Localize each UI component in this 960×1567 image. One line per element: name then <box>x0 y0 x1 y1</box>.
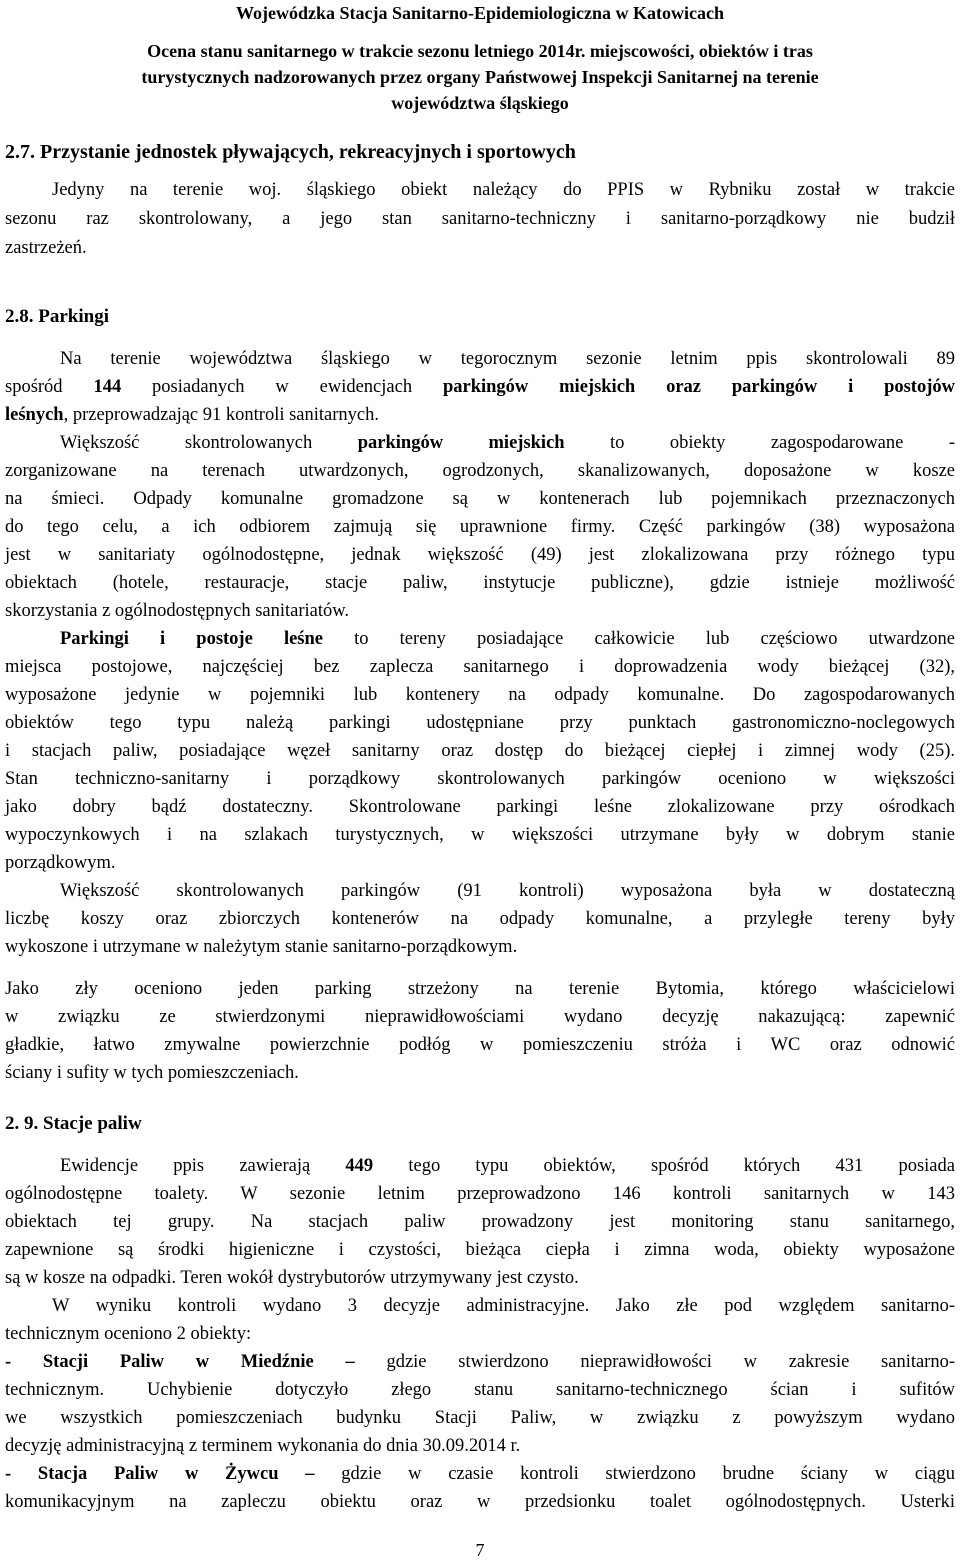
paragraph-line: we wszystkich pomieszczeniach budynku Stacji Paliw, w związku z powyższym wydano <box>5 1408 955 1428</box>
section-2-7-heading: 2.7. Przystanie jednostek pływających, rekreacyjnych i sportowych <box>5 141 576 163</box>
paragraph-line: - Stacji Paliw w Miedźnie – gdzie stwierdzono nieprawidłowości w zakresie sanitarno- <box>5 1352 955 1372</box>
paragraph-line: leśnych, przeprowadzając 91 kontroli sanitarnych. <box>5 405 379 425</box>
paragraph-line: W wyniku kontroli wydano 3 decyzje administracyjne. Jako złe pod względem sanitarno- <box>52 1296 955 1316</box>
paragraph-line: i stacjach paliw, posiadające węzeł sanitarny oraz dostęp do bieżącej ciepłej i zimnej wody (25). <box>5 741 955 761</box>
paragraph-line: na śmieci. Odpady komunalne gromadzone są w kontenerach lub pojemnikach przeznaczonych <box>5 489 955 509</box>
paragraph-line: Większość skontrolowanych parkingów (91 kontroli) wyposażona była w dostateczną <box>60 881 955 901</box>
paragraph-line: są w kosze na odpadki. Teren wokół dystrybutorów utrzymywany jest czysto. <box>5 1268 579 1288</box>
paragraph-line: jako dobry bądź dostateczny. Skontrolowane parkingi leśne zlokalizowane przy ośrodkach <box>5 797 955 817</box>
paragraph-line: miejsca postojowe, najczęściej bez zaplecza sanitarnego i doprowadzenia wody bieżącej (32), <box>5 657 955 677</box>
paragraph-line: do tego celu, a ich odbiorem zajmują się uprawnione firmy. Część parkingów (38) wyposażona <box>5 517 955 537</box>
header-title-line3: województwa śląskiego <box>391 93 569 113</box>
paragraph-line: zorganizowane na terenach utwardzonych, ogrodzonych, skanalizowanych, doposażone w kosze <box>5 461 955 481</box>
paragraph-line: obiektów tego typu należą parkingi udostępniane przy punktach gastronomiczno-noclegowych <box>5 713 955 733</box>
paragraph-line: ogólnodostępne toalety. W sezonie letnim przeprowadzono 146 kontroli sanitarnych w 143 <box>5 1184 955 1204</box>
paragraph-line: porządkowym. <box>5 853 116 873</box>
paragraph-line: decyzję administracyjną z terminem wykonania do dnia 30.09.2014 r. <box>5 1436 521 1456</box>
paragraph-line: w związku ze stwierdzonymi nieprawidłowościami wydano decyzję nakazującą: zapewnić <box>5 1007 955 1027</box>
paragraph-line: obiektach (hotele, restauracje, stacje paliw, instytucje publiczne), gdzie istnieje możliwość <box>5 573 955 593</box>
paragraph-line: komunikacyjnym na zapleczu obiektu oraz w przedsionku toalet ogólnodostępnych. Usterki <box>5 1492 955 1512</box>
header-title-line2: turystycznych nadzorowanych przez organy Państwowej Inspekcji Sanitarnej na terenie <box>141 67 819 87</box>
paragraph-line: liczbę koszy oraz zbiorczych kontenerów na odpady komunalne, a przyległe tereny były <box>5 909 955 929</box>
paragraph-line: spośród 144 posiadanych w ewidencjach parkingów miejskich oraz parkingów i postojów <box>5 377 955 397</box>
paragraph-line: wyposażone jedynie w pojemniki lub kontenery na odpady komunalne. Do zagospodarowanych <box>5 685 955 705</box>
page-number: 7 <box>475 1540 485 1560</box>
header-institution: Wojewódzka Stacja Sanitarno-Epidemiologiczna w Katowicach <box>236 3 724 23</box>
paragraph-line: wykoszone i utrzymane w należytym stanie sanitarno-porządkowym. <box>5 937 518 957</box>
paragraph-line: skorzystania z ogólnodostępnych sanitariatów. <box>5 601 350 621</box>
paragraph-line: technicznym. Uchybienie dotyczyło złego stanu sanitarno-technicznego ścian i sufitów <box>5 1380 955 1400</box>
paragraph-line: Jedyny na terenie woj. śląskiego obiekt należący do PPIS w Rybniku został w trakcie <box>52 180 955 200</box>
header-title-line1: Ocena stanu sanitarnego w trakcie sezonu letniego 2014r. miejscowości, obiektów i tras <box>147 41 813 61</box>
paragraph-line: zastrzeżeń. <box>5 238 87 258</box>
paragraph-line: Stan techniczno-sanitarny i porządkowy skontrolowanych parkingów oceniono w większości <box>5 769 955 789</box>
paragraph-line: sezonu raz skontrolowany, a jego stan sanitarno-techniczny i sanitarno-porządkowy nie budził <box>5 209 955 229</box>
paragraph-line: jest w sanitariaty ogólnodostępne, jednak większość (49) jest zlokalizowana przy różnego typu <box>5 545 955 565</box>
paragraph-line: Parkingi i postoje leśne to tereny posiadające całkowicie lub częściowo utwardzone <box>60 629 955 649</box>
paragraph-line: Większość skontrolowanych parkingów miejskich to obiekty zagospodarowane - <box>60 433 955 453</box>
paragraph-line: Ewidencje ppis zawierają 449 tego typu obiektów, spośród których 431 posiada <box>60 1156 955 1176</box>
section-2-8-heading: 2.8. Parkingi <box>5 306 109 327</box>
paragraph-line: gładkie, łatwo zmywalne powierzchnie podłóg w pomieszczeniu stróża i WC oraz odnowić <box>5 1035 955 1055</box>
paragraph-line: zapewnione są środki higieniczne i czystości, bieżąca ciepła i zimna woda, obiekty wyposażone <box>5 1240 955 1260</box>
paragraph-line: Jako zły oceniono jeden parking strzeżony na terenie Bytomia, którego właścicielowi <box>5 979 955 999</box>
section-2-9-heading: 2. 9. Stacje paliw <box>5 1113 142 1134</box>
paragraph-line: wypoczynkowych i na szlakach turystycznych, w większości utrzymane były w dobrym stanie <box>5 825 955 845</box>
paragraph-line: Na terenie województwa śląskiego w tegorocznym sezonie letnim ppis skontrolowali 89 <box>60 349 955 369</box>
paragraph-line: - Stacja Paliw w Żywcu – gdzie w czasie kontroli stwierdzono brudne ściany w ciągu <box>5 1464 955 1484</box>
paragraph-line: ściany i sufity w tych pomieszczeniach. <box>5 1063 299 1083</box>
paragraph-line: obiektach tej grupy. Na stacjach paliw prowadzony jest monitoring stanu sanitarnego, <box>5 1212 955 1232</box>
paragraph-line: technicznym oceniono 2 obiekty: <box>5 1324 252 1344</box>
